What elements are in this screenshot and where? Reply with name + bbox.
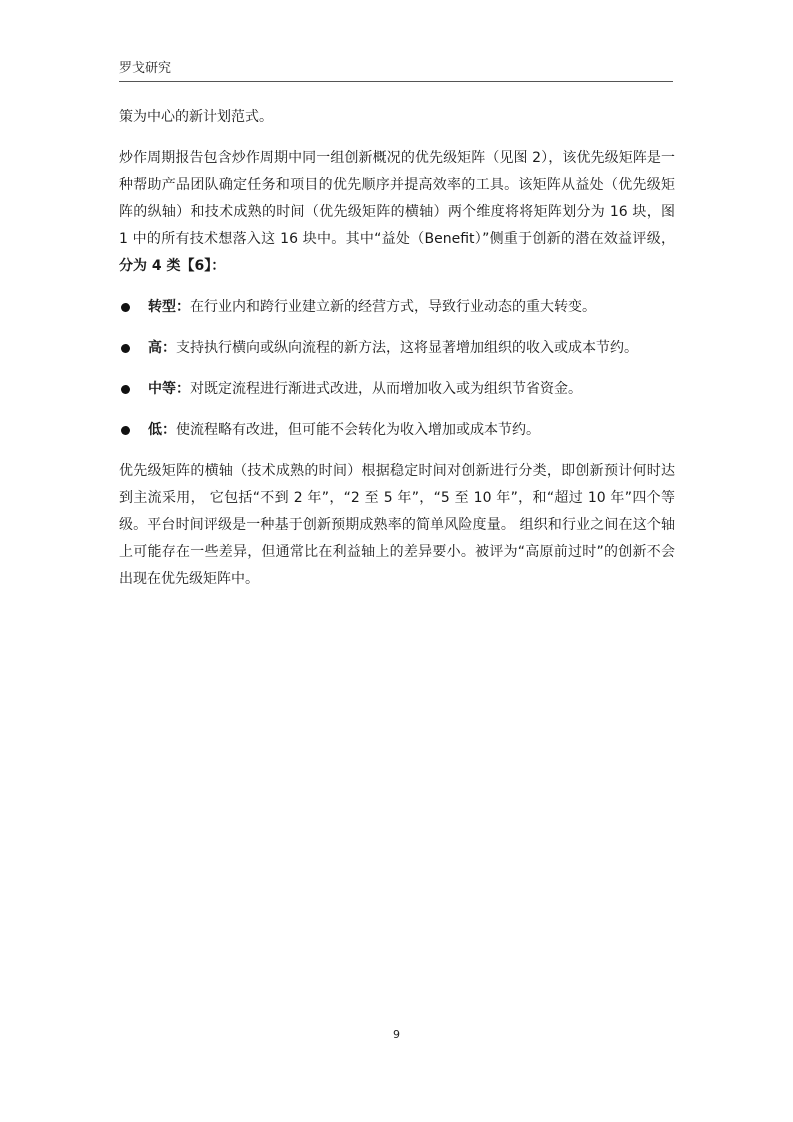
bullet-separator: ：: [162, 340, 176, 356]
paragraph-horizontal-axis: 优先级矩阵的横轴（技术成熟的时间）根据稳定时间对创新进行分类，即创新预计何时达到主流采用， 它包括“不到 2 年”，“2 至 5 年”，“5 至 10 年”，和“超过 10 年”四个等级。平台时间评级是一种基于创新预期成熟率的简单风险度量。 组织和行业之间在这个轴上可能存在一些差异，但通常比在利益轴上的差异要小。被评为“高原前过时”的创新不会出现在优先级矩阵中。: [119, 463, 675, 587]
bullet-separator: ：: [162, 422, 176, 438]
list-item: [119, 417, 675, 444]
header-title: 罗戈研究: [119, 61, 172, 76]
bullet-term: 高: [148, 340, 162, 356]
bullet-dot-icon: [121, 344, 130, 353]
page-header: [119, 60, 673, 82]
bullet-text: 在行业内和跨行业建立新的经营方式，导致行业动态的重大转变。: [190, 299, 596, 315]
bullet-text: 使流程略有改进，但可能不会转化为收入增加或成本节约。: [176, 422, 540, 438]
document-body: [119, 104, 675, 593]
bullet-term: 低: [148, 422, 162, 438]
list-item: [119, 335, 675, 362]
paragraph-priority-matrix-bold: 分为 4 类【6】：: [119, 258, 226, 274]
bullet-dot-icon: [121, 303, 130, 312]
list-item: [119, 294, 675, 321]
bullet-term: 转型: [148, 299, 176, 315]
paragraph-priority-matrix: [119, 145, 675, 280]
bullet-dot-icon: [121, 385, 130, 394]
bullet-term: 中等: [148, 381, 176, 397]
paragraph-priority-matrix-text: 炒作周期报告包含炒作周期中同一组创新概况的优先级矩阵（见图 2），该优先级矩阵是一种帮助产品团队确定任务和项目的优先顺序并提高效率的工具。该矩阵从益处（优先级矩阵的纵轴）和技术成熟的时间（优先级矩阵的横轴）两个维度将将矩阵划分为 16 块，图 1 中的所有技术想落入这 16 块中。其中“益处（Benefit）”侧重于创新的潜在效益评级，: [119, 150, 675, 247]
bullet-dot-icon: [121, 426, 130, 435]
page-number: 9: [393, 1028, 400, 1041]
list-item: [119, 376, 675, 403]
benefit-categories-list: [119, 294, 675, 444]
bullet-text: 对既定流程进行渐进式改进，从而增加收入或为组织节省资金。: [190, 381, 582, 397]
paragraph-continuation: 策为中心的新计划范式。: [119, 109, 273, 125]
bullet-separator: ：: [176, 299, 190, 315]
bullet-text: 支持执行横向或纵向流程的新方法，这将显著增加组织的收入或成本节约。: [176, 340, 638, 356]
bullet-separator: ：: [176, 381, 190, 397]
